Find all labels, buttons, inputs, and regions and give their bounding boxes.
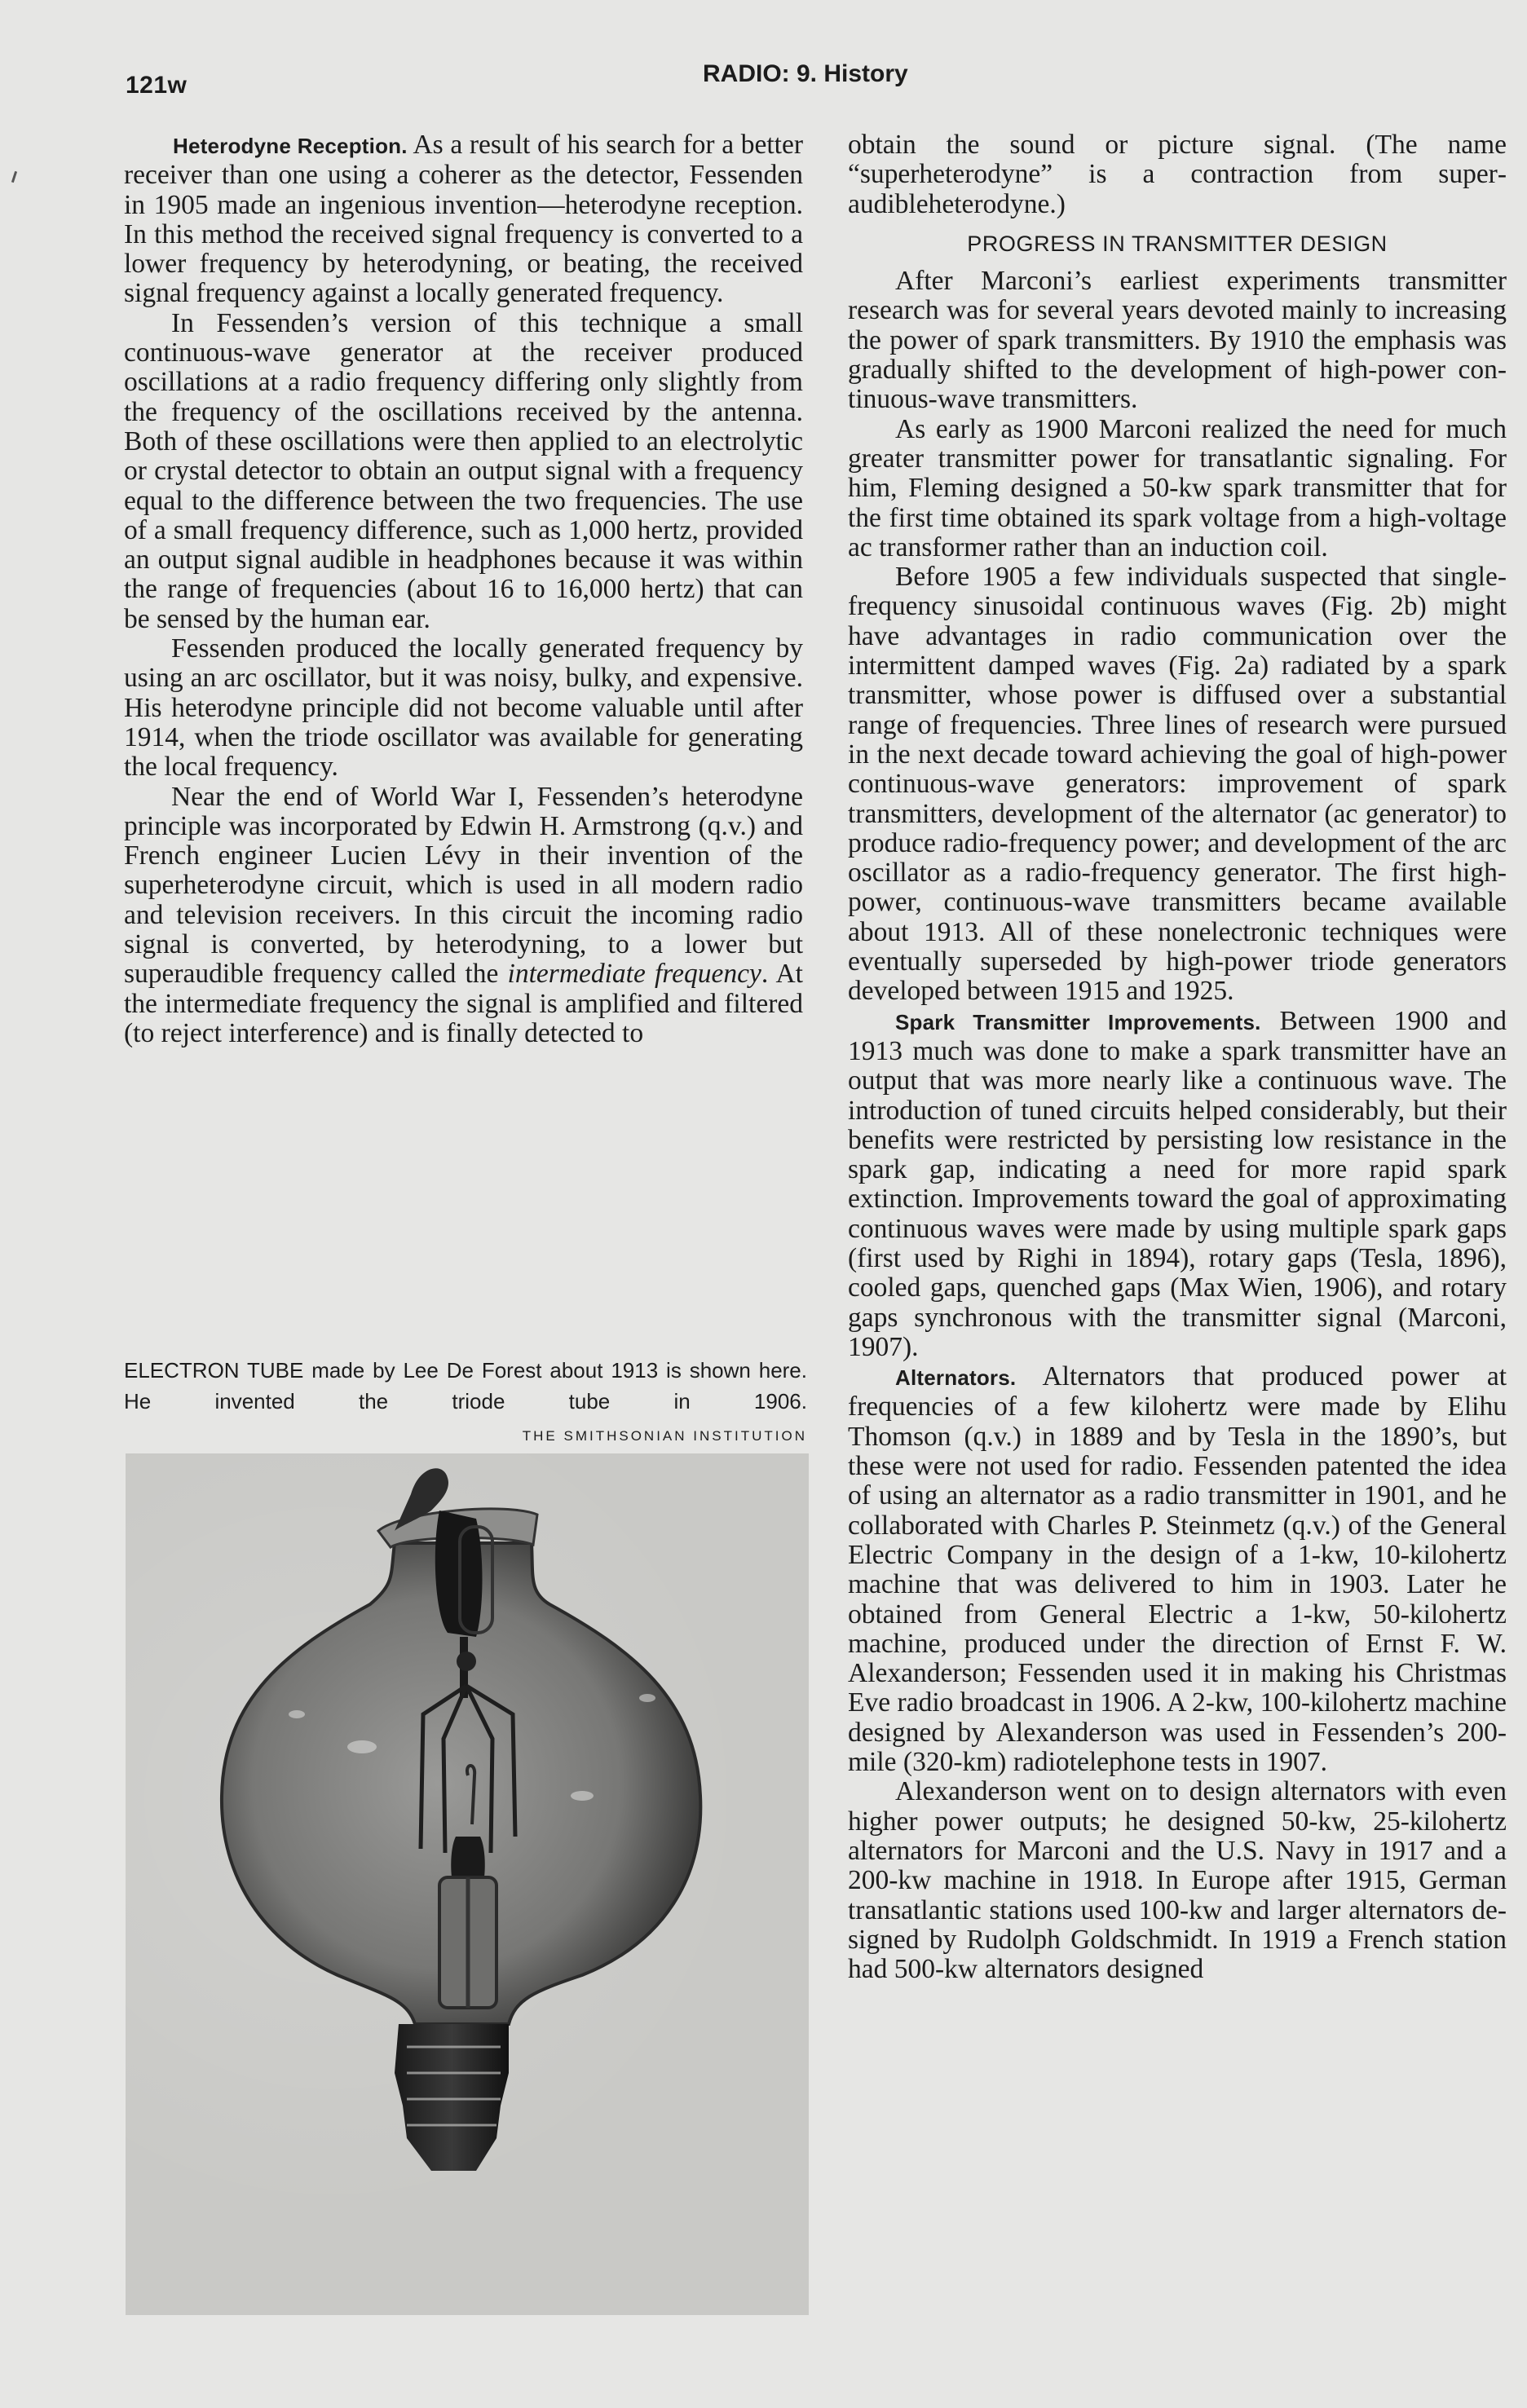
paragraph <box>124 783 803 1049</box>
paragraph: Fessenden produced the locally generated frequency by using an arc oscillator, but it was noisy, bulky, and expensive. His heterodyne principle did not become valuable until after 1914, when the triode oscillator was available for generating the local frequency. <box>124 633 803 783</box>
paragraph: As early as 1900 Marconi realized the need for much greater transmitter power for transatlantic signaling. For him, Fleming designed a 50-kw spark transmitter that for the first time obtained its spark voltage from a high-voltage ac transformer rather than an induction coil. <box>848 413 1507 562</box>
paragraph-spark-transmitter <box>848 1007 1507 1363</box>
photo-credit: THE SMITHSONIAN INSTITUTION <box>522 1428 807 1444</box>
paragraph: In Fessenden’s version of this technique a small continuous-wave generator at the receiver produced oscillations at a radio frequency differing only slightly from the frequency of the oscillations received by the antenna. Both of these oscillations were then applied to an electrolytic or crystal detector to obtain an output signal with a frequency equal to the difference between the two frequencies. The use of a small frequency difference, such as 1,000 hertz, provided an output signal audible in headphones because it was within the range of frequencies (about 16 to 16,000 hertz) that can be sensed by the human ear. <box>124 307 803 634</box>
left-column <box>124 130 803 1048</box>
right-column <box>848 130 1507 1984</box>
paragraph-text: Between 1900 and 1913 much was done to make a spark transmitter have an output that was more nearly like a continuous wave. The introduction of tuned circuits helped considerably, but their benefits were restricted by persisting low resistance in the spark gap, indicating a need for more rapid spark extinction. Improvements toward the goal of approximating continuous waves were made by using multiple spark gaps (first used by Righi in 1894), rotary gaps (Tesla, 1896), cooled gaps, quenched gaps (Max Wien, 1906), and rotary gaps synchronous with the transmitter signal (Marconi, 1907). <box>848 1005 1507 1362</box>
paragraph-text: Alternators that produced power at frequencies of a few kilohertz were made by Elihu Thomson (q.v.) in 1889 and by Tesla in the 1890’s, but these were not used for radio. Fessenden patented the idea of using an alternator as a radio transmitter in 1901, and he collaborated with Charles P. Steinmetz (q.v.) of the General Electric Company in the design of a 1-kw, 10-kilohertz machine that was delivered to him in 1903. Later he obtained from General Electric a 1-kw, 50-kilohertz machine, produced under the direction of Ernst F. W. Alexanderson; Fessenden used it in making his Christmas Eve radio broadcast in 1906. A 2-kw, 100-kilohertz machine designed by Alexanderson was used in Fessenden’s 200-mile (320-km) radiotelephone tests in 1907. <box>848 1361 1507 1778</box>
figure-caption: ELECTRON TUBE made by Lee De Forest about 1913 is shown here. He invented the triode tube in 1906. <box>124 1358 807 1413</box>
electron-tube-illustration <box>126 1453 809 2315</box>
runin-heading-alternators: Alternators. <box>895 1365 1017 1391</box>
stray-ink-mark <box>11 171 17 183</box>
section-heading: PROGRESS IN TRANSMITTER DESIGN <box>967 231 1388 256</box>
paragraph-alternators <box>848 1362 1507 1777</box>
paragraph: After Marconi’s earliest experiments transmitter research was for several years devoted mainly to increasing the power of spark transmitters. By 1910 the emphasis was gradually shifted to the development of high-power continuous-wave transmitters. <box>848 266 1507 415</box>
runin-heading-spark-transmitter: Spark Transmitter Improvements. <box>895 1009 1261 1034</box>
paragraph-text: Near the end of World War I, Fessenden’s heterodyne principle was incorporated by Edwin H. Armstrong (q.v.) and French engineer Lucien Lévy in their invention of the superheterodyne circuit, which is used in all modern radio and television receivers. In this circuit the incoming radio signal is converted, by heterodyning, to a lower but superaudible frequency called the <box>124 781 803 990</box>
paragraph-text: . At the intermediate frequency the signal is amplified and filtered (to reject interference) and is finally detected to <box>124 959 803 1048</box>
paragraph: Before 1905 a few individuals suspected that single-frequency sinusoidal continuous waves (Fig. 2b) might have advantages in radio communication over the intermittent damped waves (Fig. 2a) radiated by a spark transmitter, whose power is diffused over a substantial range of frequencies. Three lines of research were pursued in the next decade toward achieving the goal of high-power continuous-wave generators: improvement of spark transmitters, development of the alternator (ac generator) to produce radio-frequency power; and development of the arc oscillator as a radio-frequency generator. The first high-power, continuous-wave transmitters became available about 1913. All of these nonelectronic techniques were eventually superseded by high-power triode generators developed between 1915 and 1925. <box>848 562 1507 1007</box>
italic-term: intermediate frequency <box>507 959 761 990</box>
runin-heading-heterodyne-reception: Heterodyne Reception. <box>173 134 408 158</box>
electron-tube-photo <box>126 1453 809 2315</box>
paragraph-continued: obtain the sound or picture signal. (The name “superheterodyne” is a contraction from superaudibleheterodyne.) <box>848 130 1507 219</box>
paragraph: Alexanderson went on to design alternators with even higher power outputs; he designed 50-kw, 25-kilohertz alternators for Marconi and the U.S. Navy in 1917 and a 200-kw machine in 1918. In Europe after 1915, German transatlantic stations used 100-kw and larger alternators designed by Rudolph Goldschmidt. In 1919 a French station had 500-kw alternators designed <box>848 1776 1507 1985</box>
paragraph-heterodyne-reception <box>124 130 803 309</box>
page-number: 121w <box>126 72 188 99</box>
paragraph-text: As a result of his search for a better receiver than one using a coherer as the detector, Fessenden in 1905 made an ingenious invention—heterodyne reception. In this method the received signal frequency is converted to a lower frequency by heterodyning, or beating, the received signal frequency against a locally generated frequency. <box>124 130 803 309</box>
running-head: RADIO: 9. History <box>703 60 908 87</box>
